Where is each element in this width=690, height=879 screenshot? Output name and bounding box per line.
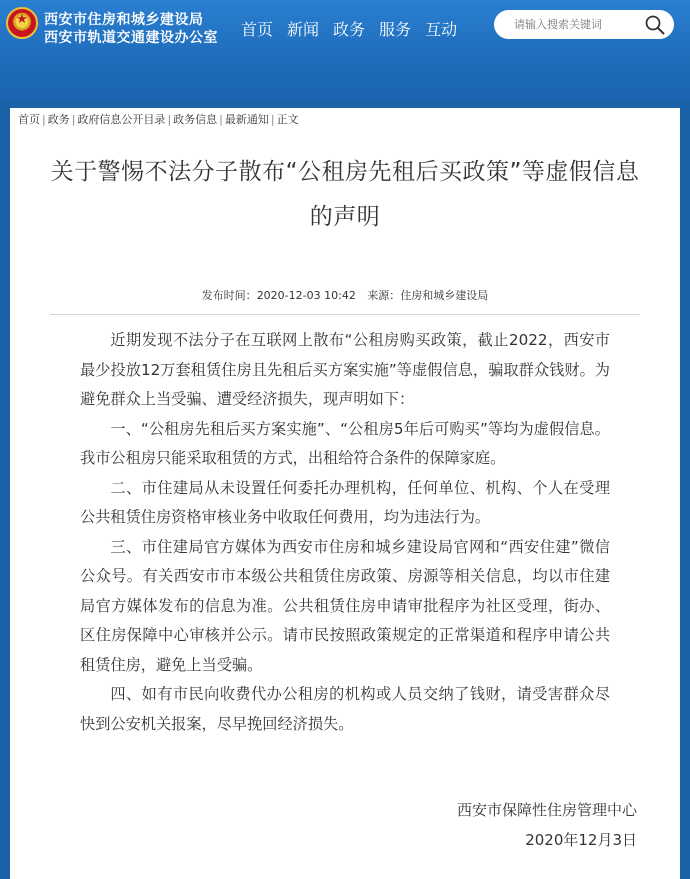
breadcrumb-government-affairs[interactable]: 政务 bbox=[47, 113, 70, 126]
breadcrumb-separator: | bbox=[219, 112, 223, 126]
article-paragraph: 近期发现不法分子在互联网上散布“公租房购买政策，截止2022，西安市最少投放12万套租赁住房且先租后买方案实施”等虚假信息，骗取群众钱财。为避免群众上当受骗、遭受经济损失，现声明如下： bbox=[80, 331, 610, 408]
nav-services[interactable]: 服务 bbox=[379, 20, 412, 39]
site-name-line2[interactable]: 西安市轨道交通建设办公室 bbox=[44, 30, 218, 46]
search-box bbox=[494, 10, 674, 39]
source-value: 住房和城乡建设局 bbox=[400, 289, 489, 302]
signature-date: 2020年12月3日 bbox=[525, 830, 637, 849]
breadcrumb-separator: | bbox=[167, 112, 172, 126]
breadcrumb-info-disclosure[interactable]: 政府信息公开目录 bbox=[77, 113, 166, 126]
signature-org: 西安市保障性住房管理中心 bbox=[456, 801, 637, 819]
nav-news[interactable]: 新闻 bbox=[287, 20, 320, 39]
divider bbox=[50, 314, 640, 315]
breadcrumb bbox=[10, 108, 680, 130]
source-group bbox=[367, 289, 488, 302]
source-label: 来源： bbox=[367, 289, 401, 302]
article-paragraph: 一、“公租房先租后买方案实施”、“公租房5年后可购买”等均为虚假信息。我市公租房只能采取租赁的方式，出租给符合条件的保障家庭。 bbox=[80, 419, 610, 467]
article-paragraph: 二、市住建局从未设置任何委托办理机构，任何单位、机构、个人在受理公共租赁住房资格审核业务中收取任何费用，均为违法行为。 bbox=[80, 478, 610, 526]
nav-interaction[interactable]: 互动 bbox=[425, 20, 458, 39]
breadcrumb-government-info[interactable]: 政务信息 bbox=[173, 113, 218, 126]
breadcrumb-separator: | bbox=[270, 112, 275, 126]
site-name-line1[interactable]: 西安市住房和城乡建设局 bbox=[44, 12, 204, 28]
breadcrumb-separator: | bbox=[71, 112, 76, 126]
article-meta bbox=[10, 287, 680, 303]
national-emblem-icon bbox=[6, 7, 38, 39]
article-paragraph: 三、市住建局官方媒体为西安市住房和城乡建设局官网和“西安住建”微信公众号。有关西安市市本级公共租赁住房政策、房源等相关信息，均以市住建局官方媒体发布的信息为准。公共租赁住房申请审批程序为社区受理，街办、区住房保障中心审核并公示。请市民按照政策规定的正常渠道和程序申请公共租赁住房，避免上当受骗。 bbox=[80, 537, 610, 674]
site-header bbox=[0, 0, 690, 100]
main-nav bbox=[241, 17, 457, 40]
publish-time: 2020-12-03 10:42 bbox=[256, 289, 356, 302]
signature bbox=[457, 796, 637, 855]
publish-label: 发布时间： bbox=[201, 289, 257, 302]
article-title: 关于警惕不法分子散布“公租房先租后买政策”等虚假信息的声明 bbox=[50, 159, 640, 230]
publish-time-group bbox=[202, 289, 356, 302]
search-icon[interactable] bbox=[644, 14, 666, 36]
article-paragraph: 四、如有市民向收费代办公租房的机构或人员交纳了钱财，请受害群众尽快到公安机关报案，尽早挽回经济损失。 bbox=[80, 685, 610, 733]
article bbox=[10, 130, 680, 879]
breadcrumb-latest-notices[interactable]: 最新通知 bbox=[224, 113, 269, 126]
nav-government-affairs[interactable]: 政务 bbox=[333, 20, 366, 39]
breadcrumb-home[interactable]: 首页 bbox=[18, 113, 40, 126]
article-body bbox=[80, 326, 610, 739]
nav-home[interactable]: 首页 bbox=[241, 20, 274, 39]
breadcrumb-current: 正文 bbox=[276, 113, 299, 126]
search-input[interactable] bbox=[514, 18, 654, 31]
breadcrumb-separator: | bbox=[42, 112, 46, 126]
